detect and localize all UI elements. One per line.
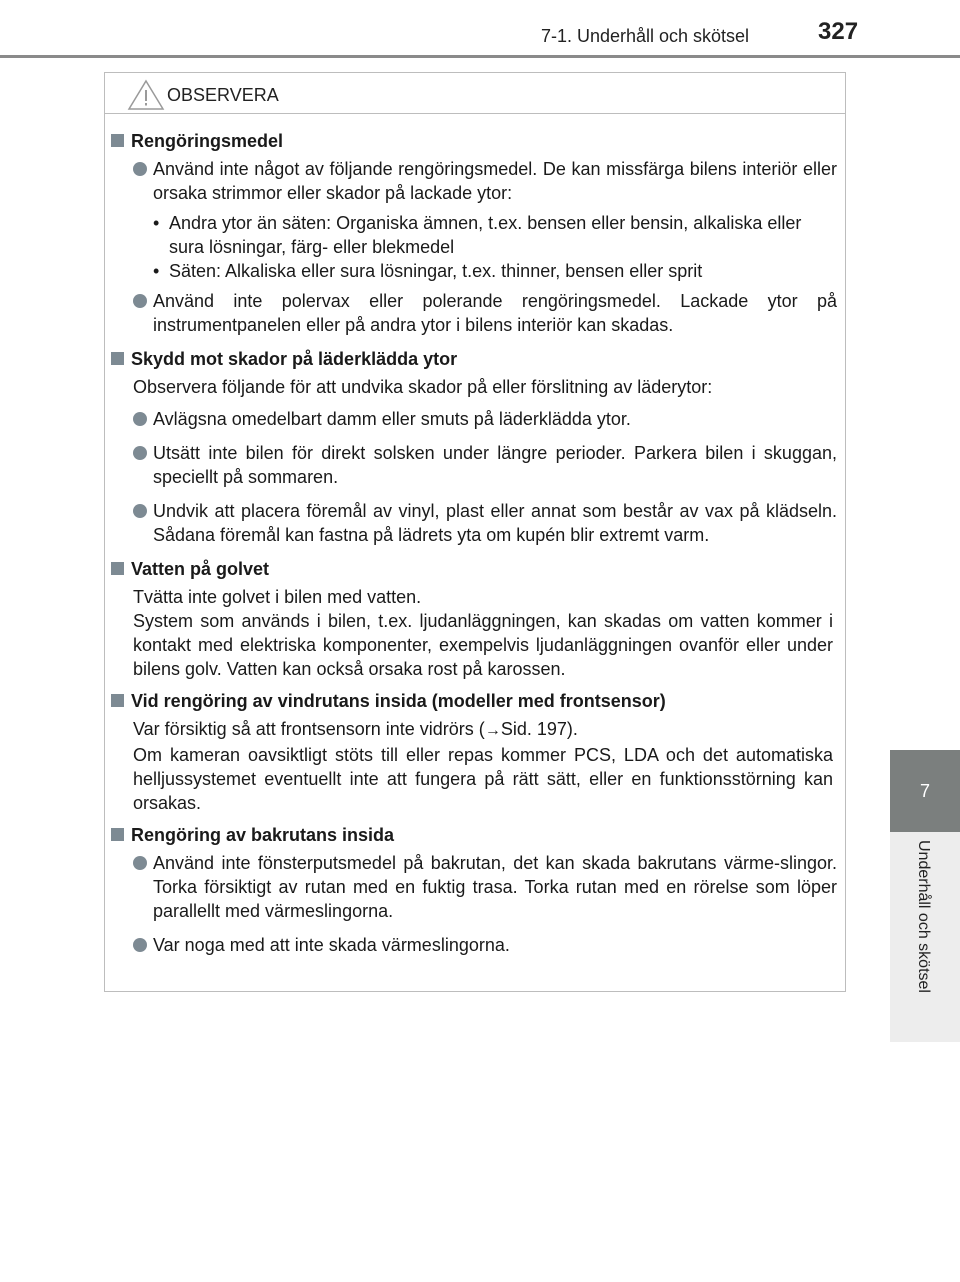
warning-triangle-icon: [127, 79, 165, 111]
sub-list-item: • Andra ytor än säten: Organiska ämnen, t.ex. bensen eller bensin, alkaliska eller sura lösningar, färg- eller blekmedel: [153, 213, 802, 257]
section-heading: Vatten på golvet: [105, 557, 845, 581]
page-number: 327: [818, 18, 859, 45]
notice-box: [104, 72, 846, 992]
chapter-label: Underhåll och skötsel: [915, 840, 932, 993]
dot-icon: •: [153, 261, 160, 281]
sub-list: [105, 211, 845, 283]
arrow-right-icon: →: [484, 722, 501, 739]
list-item: Använd inte polervax eller polerande rengöringsmedel. Lackade ytor på instrumentpanelen eller på andra ytor i bilens interiör kan skadas.: [105, 289, 845, 337]
sub-list-item: • Säten: Alkaliska eller sura lösningar, t.ex. thinner, bensen eller sprit: [153, 261, 703, 281]
notice-header: [105, 73, 845, 114]
circle-bullet-icon: [133, 856, 147, 870]
list-item: Utsätt inte bilen för direkt solsken under längre perioder. Parkera bilen i skuggan, speciellt på sommaren.: [105, 441, 845, 489]
circle-bullet-icon: [133, 446, 147, 460]
circle-bullet-icon: [133, 938, 147, 952]
list-item: Använd inte fönsterputsmedel på bakrutan, det kan skada bakrutans värme-slingor. Torka försiktigt av rutan med en fuktig trasa. Torka rutan med en rörelse som löper parallellt med värmeslingorna.: [105, 851, 845, 923]
list-item: Undvik att placera föremål av vinyl, plast eller annat som består av vax på klädseln. Sådana föremål kan fastna på lädrets yta om kupén blir extremt varm.: [105, 499, 845, 547]
chapter-number: 7: [919, 780, 930, 801]
section-heading: Rengöringsmedel: [105, 129, 845, 153]
circle-bullet-icon: [133, 162, 147, 176]
notice-content: [105, 129, 845, 967]
paragraph: Tvätta inte golvet i bilen med vatten.: [133, 587, 422, 607]
section-heading: Skydd mot skador på läderklädda ytor: [105, 347, 845, 371]
square-bullet-icon: [111, 562, 124, 575]
square-bullet-icon: [111, 828, 124, 841]
notice-label: OBSERVERA: [167, 85, 279, 105]
square-bullet-icon: [111, 694, 124, 707]
paragraph: Observera följande för att undvika skador på eller förslitning av läderytor:: [133, 377, 713, 397]
paragraph: Var försiktig så att frontsensorn inte vidrörs (→Sid. 197).: [133, 719, 578, 739]
list-item: Var noga med att inte skada värmeslingorna.: [105, 933, 845, 957]
section-heading: Rengöring av bakrutans insida: [105, 823, 845, 847]
header-divider: [0, 55, 960, 58]
list-item: Använd inte något av följande rengöringsmedel. De kan missfärga bilens interiör eller orsaka strimmor eller skador på lackade ytor:: [105, 157, 845, 205]
page-reference-link[interactable]: Sid. 197).: [500, 719, 578, 739]
circle-bullet-icon: [133, 412, 147, 426]
paragraph: Om kameran oavsiktligt stöts till eller repas kommer PCS, LDA och det automatiska helljussystemet eventuellt inte att fungera på rätt sätt, eller en funktionsstörning kan orsakas.: [133, 745, 833, 813]
list-item: Avlägsna omedelbart damm eller smuts på läderklädda ytor.: [105, 407, 845, 431]
dot-icon: •: [153, 213, 160, 233]
section-title: 7-1. Underhåll och skötsel: [540, 26, 750, 46]
paragraph: System som används i bilen, t.ex. ljudanläggningen, kan skadas om vatten kommer i kontakt med elektriska komponenter, exempelvis ljudanläggningen ovanför eller under bilens golv. Vatten kan också orsaka rost på karossen.: [133, 611, 833, 679]
square-bullet-icon: [111, 352, 124, 365]
circle-bullet-icon: [133, 504, 147, 518]
square-bullet-icon: [111, 134, 124, 147]
chapter-tab[interactable]: [890, 750, 960, 832]
section-heading: Vid rengöring av vindrutans insida (modeller med frontsensor): [105, 689, 845, 713]
circle-bullet-icon: [133, 294, 147, 308]
